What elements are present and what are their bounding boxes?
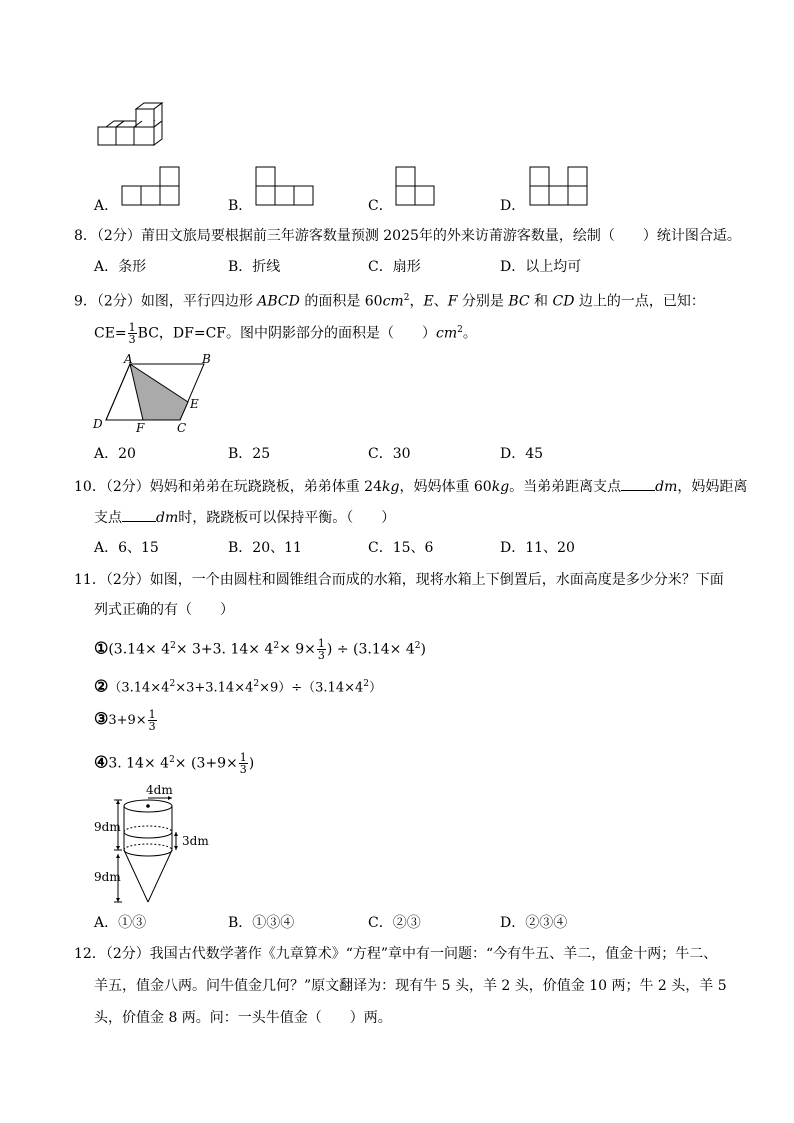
q11-expression-4: ④3. $14\times 4^2\times (3+9\times$ $\frac{1}{3}$ ) [94, 751, 255, 777]
q9-label-d: D [93, 417, 103, 431]
cylinder-cone-figure [92, 782, 222, 910]
q9-label-c: C [177, 421, 187, 435]
q11-stem-line2: 列式正确的有（ ） [94, 602, 234, 618]
q10-option-c: C．15、6 [368, 540, 434, 556]
q10-blank-1[interactable] [621, 476, 655, 491]
q9-label-a: A [124, 352, 133, 366]
q9-label-f: F [136, 421, 145, 435]
q9-option-a: A．20 [94, 446, 136, 462]
q11-option-c: C．②③ [368, 915, 421, 931]
q11-label-cylinder-height: 9dm [94, 820, 121, 834]
q7-option-c-figure [396, 166, 438, 206]
q9-stem-line1: 9．（2分）如图，平行四边形 ABCD 的面积是 $60cm^2$，E、F 分别是 BC 和 CD 边上的一点，已知： [74, 293, 705, 310]
q8-option-d: D．以上均可 [500, 259, 582, 275]
q11-option-d: D．②③④ [500, 915, 568, 931]
q10-option-a: A．6、15 [94, 540, 159, 556]
q11-expression-2: $②(3.14\times 4^2\times 3+3.14\times 4^2\times 9)\div(3.14\times 4^2)$ [94, 676, 383, 696]
q10-stem-line2: 支点 dm时，跷跷板可以保持平衡。（ ） [94, 507, 395, 528]
q7-option-a-figure [122, 166, 182, 206]
q11-option-b: B．①③④ [228, 915, 295, 931]
q12-stem-line3: 头，价值金 8 两。问：一头牛值金（ ）两。 [94, 1010, 392, 1026]
q8-option-a: A．条形 [94, 259, 147, 275]
q7-option-c-label: C． [368, 198, 393, 214]
q7-option-a-label: A． [94, 198, 119, 214]
q8-option-c: C．扇形 [368, 259, 421, 275]
q10-option-d: D．11、20 [500, 540, 575, 556]
q8-option-b: B．折线 [228, 259, 281, 275]
q11-label-radius: 4dm [146, 783, 173, 797]
q9-option-d: D．45 [500, 446, 544, 462]
q12-stem-line1: 12．（2分）我国古代数学著作《九章算术》“方程”章中有一问题：“今有牛五、羊二，值金十两；牛二、 [74, 946, 718, 962]
q12-stem-line2: 羊五，值金八两。问牛值金几何？”原文翻译为：现有牛 5 头，羊 2 头，价值金 10 两；牛 2 头，羊 5 [94, 978, 727, 994]
q9-label-e: E [190, 397, 199, 411]
q8-stem: 8．（2分）莆田文旅局要根据前三年游客数量预测 2025年的外来访莆游客数量，绘制（ ）统计图合适。 [74, 228, 741, 244]
parallelogram-figure [90, 352, 220, 435]
q7-option-d-figure [530, 166, 590, 206]
q9-option-b: B．25 [228, 446, 271, 462]
q7-option-d-label: D． [500, 198, 526, 214]
q9-option-c: C．30 [368, 446, 411, 462]
q7-option-b-label: B． [228, 198, 253, 214]
q10-stem-line1: 10．（2分）妈妈和弟弟在玩跷跷板，弟弟体重 24kg，妈妈体重 60kg。当弟弟距离支点 dm，妈妈距离 [74, 476, 747, 497]
q11-option-a: A．①③ [94, 915, 147, 931]
q9-stem-line2: CE= $\frac{1}{3}$ BC，DF=CF。图中阴影部分的面积是（ ）$cm^2$。 [94, 321, 477, 347]
q10-blank-2[interactable] [122, 507, 156, 522]
q11-label-water-height: 3dm [182, 834, 209, 848]
q9-fraction: $\frac{1}{3}$ [128, 321, 136, 347]
q11-expression-1: ①(3.14× $4^2\times 3+3$. $14\times 4^2\times 9\times$ $\frac{1}{3}$ ) ÷ $(3.14\times 4^2)$ [94, 637, 426, 663]
q11-stem-line1: 11．（2分）如图，一个由圆柱和圆锥组合而成的水箱，现将水箱上下倒置后，水面高度是多少分米？下面 [74, 572, 724, 588]
q10-option-b: B．20、11 [228, 540, 302, 556]
q11-label-cone-height: 9dm [94, 870, 121, 884]
cube-stack-figure [98, 101, 168, 149]
q7-option-b-figure [256, 166, 316, 206]
q9-label-b: B [202, 352, 211, 366]
q11-expression-3: ③3+9× $\frac{1}{3}$ [94, 708, 156, 733]
